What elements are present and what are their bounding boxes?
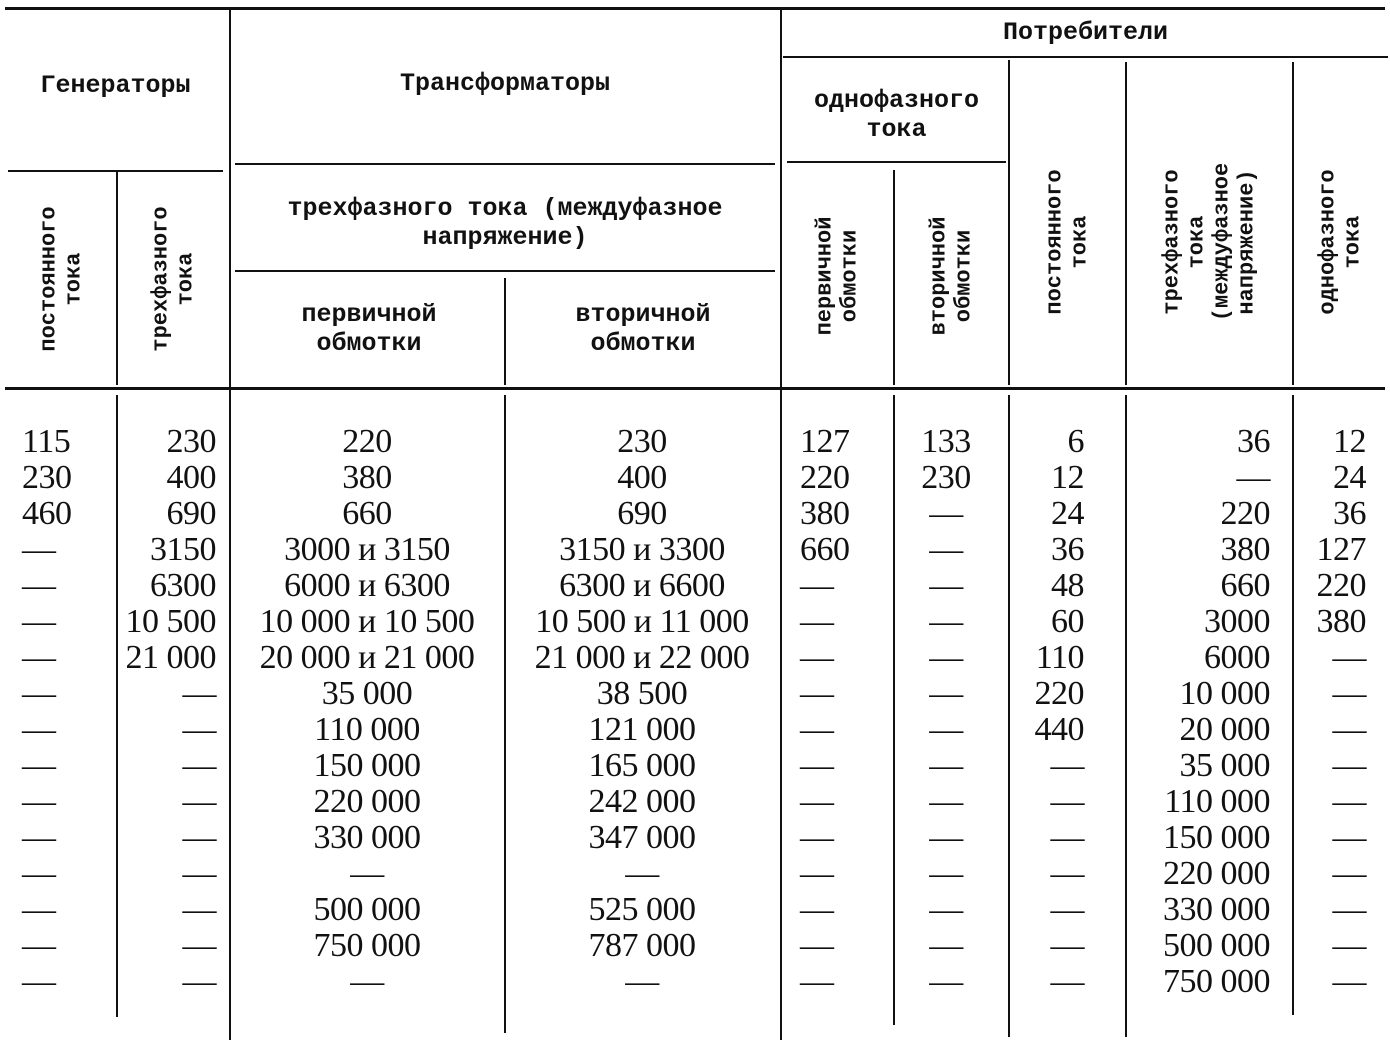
cell-gen-ac3-1: 400 <box>166 459 216 496</box>
cell-tr1-secondary-4: — <box>929 567 963 604</box>
cell-cons-dc-4: 48 <box>1051 567 1084 604</box>
cell-tr3-secondary-14: 787 000 <box>588 927 696 964</box>
cell-gen-dc-2: 460 <box>22 495 72 532</box>
header-tr1-secondary-text: вторичной обмотки <box>926 216 977 335</box>
header-consumers: Потребители <box>1002 17 1169 47</box>
header-tr1-primary-text: первичной обмотки <box>812 216 863 335</box>
cell-tr1-secondary-0: 133 <box>921 423 971 460</box>
cell-tr3-primary-1: 380 <box>342 459 392 496</box>
header-tr3-secondary: вторичной обмотки <box>575 300 711 358</box>
cell-tr3-secondary-4: 6300 и 6600 <box>559 567 725 604</box>
cell-cons-dc-14: — <box>1050 927 1084 964</box>
cell-gen-dc-7: — <box>22 675 56 712</box>
rule-header-bottom <box>5 387 1385 390</box>
cell-tr1-primary-0: 127 <box>800 423 850 460</box>
cell-tr3-primary-9: 150 000 <box>313 747 421 784</box>
cell-tr3-primary-15: — <box>350 963 384 1000</box>
cell-tr3-secondary-8: 121 000 <box>588 711 696 748</box>
cell-gen-dc-13: — <box>22 891 56 928</box>
header-three-phase-interphase: трехфазного тока (междуфазное напряжение) <box>287 194 723 252</box>
cell-gen-ac3-10: — <box>182 783 216 820</box>
cell-tr3-secondary-9: 165 000 <box>588 747 696 784</box>
cell-cons-ac1-7: — <box>1332 675 1366 712</box>
header-gen-dc <box>8 176 115 381</box>
cell-tr1-secondary-7: — <box>929 675 963 712</box>
header-tr3-primary: первичной обмотки <box>301 300 437 358</box>
cell-tr3-primary-10: 220 000 <box>313 783 421 820</box>
cell-tr3-secondary-5: 10 500 и 11 000 <box>535 603 749 640</box>
vrule-7 <box>1125 62 1127 385</box>
cell-tr3-secondary-0: 230 <box>617 423 667 460</box>
cell-tr3-secondary-3: 3150 и 3300 <box>559 531 725 568</box>
cell-cons-ac1-14: — <box>1332 927 1366 964</box>
cell-cons-ac3-13: 330 000 <box>1163 891 1270 928</box>
cell-tr1-primary-11: — <box>800 819 834 856</box>
cell-gen-ac3-6: 21 000 <box>125 639 216 676</box>
rule-single-phase-under <box>787 161 1006 163</box>
header-cons-ac3 <box>1128 100 1291 383</box>
cell-gen-dc-3: — <box>22 531 56 568</box>
vrule-4 <box>780 10 782 1040</box>
cell-cons-ac1-0: 12 <box>1333 423 1366 460</box>
cell-tr1-primary-5: — <box>800 603 834 640</box>
cell-cons-ac1-8: — <box>1332 711 1366 748</box>
cell-tr1-primary-13: — <box>800 891 834 928</box>
header-cons-ac1-text: однофазного тока <box>1316 168 1367 315</box>
header-transformers: Трансформаторы <box>399 68 611 98</box>
cell-cons-ac3-4: 660 <box>1220 567 1270 604</box>
cell-tr1-primary-10: — <box>800 783 834 820</box>
cell-gen-dc-9: — <box>22 747 56 784</box>
col-tr1-secondary <box>896 424 996 1000</box>
rule-transformers-under <box>235 163 775 165</box>
cell-cons-ac3-8: 20 000 <box>1179 711 1270 748</box>
rule-three-phase-under <box>235 270 775 272</box>
cell-cons-dc-15: — <box>1050 963 1084 1000</box>
header-cons-ac3-text: трехфазного тока (междуфазное напряжение) <box>1159 162 1260 321</box>
cell-cons-dc-13: — <box>1050 891 1084 928</box>
cell-gen-ac3-14: — <box>182 927 216 964</box>
header-cons-dc <box>1011 100 1124 383</box>
cell-tr1-primary-15: — <box>800 963 834 1000</box>
cell-cons-ac3-2: 220 <box>1220 495 1270 532</box>
cell-cons-dc-3: 36 <box>1051 531 1084 568</box>
cell-gen-ac3-13: — <box>182 891 216 928</box>
cell-cons-dc-0: 6 <box>1067 423 1084 460</box>
vrule-5 <box>893 170 895 385</box>
cell-gen-dc-6: — <box>22 639 56 676</box>
header-gen-ac3-text: трехфазного тока <box>148 205 199 352</box>
cell-gen-dc-5: — <box>22 603 56 640</box>
cell-cons-dc-8: 440 <box>1034 711 1084 748</box>
cell-tr1-primary-4: — <box>800 567 834 604</box>
cell-tr3-secondary-13: 525 000 <box>588 891 696 928</box>
cell-cons-ac3-0: 36 <box>1237 423 1270 460</box>
cell-tr3-primary-12: — <box>350 855 384 892</box>
cell-cons-ac1-4: 220 <box>1316 567 1366 604</box>
cell-tr1-primary-1: 220 <box>800 459 850 496</box>
cell-cons-ac1-9: — <box>1332 747 1366 784</box>
cell-tr1-secondary-2: — <box>929 495 963 532</box>
header-tr1-secondary <box>896 168 1007 383</box>
cell-cons-dc-2: 24 <box>1051 495 1084 532</box>
cell-gen-ac3-8: — <box>182 711 216 748</box>
cell-cons-ac1-6: — <box>1332 639 1366 676</box>
cell-gen-dc-8: — <box>22 711 56 748</box>
vrule-7b <box>1125 395 1127 1037</box>
cell-gen-ac3-7: — <box>182 675 216 712</box>
cell-tr3-primary-3: 3000 и 3150 <box>284 531 450 568</box>
cell-tr1-primary-3: 660 <box>800 531 850 568</box>
cell-tr1-secondary-14: — <box>929 927 963 964</box>
cell-gen-ac3-0: 230 <box>166 423 216 460</box>
cell-cons-ac1-3: 127 <box>1316 531 1366 568</box>
cell-gen-ac3-12: — <box>182 855 216 892</box>
cell-cons-ac1-5: 380 <box>1316 603 1366 640</box>
cell-cons-ac1-2: 36 <box>1333 495 1366 532</box>
cell-tr3-secondary-7: 38 500 <box>596 675 688 712</box>
vrule-3 <box>504 278 506 385</box>
cell-cons-ac3-6: 6000 <box>1204 639 1270 676</box>
cell-tr1-primary-8: — <box>800 711 834 748</box>
cell-tr1-secondary-6: — <box>929 639 963 676</box>
cell-gen-ac3-15: — <box>182 963 216 1000</box>
cell-cons-dc-6: 110 <box>1035 639 1084 676</box>
vrule-8 <box>1292 62 1294 385</box>
cell-tr3-primary-5: 10 000 и 10 500 <box>259 603 475 640</box>
cell-gen-dc-15: — <box>22 963 56 1000</box>
cell-tr3-primary-7: 35 000 <box>321 675 413 712</box>
cell-cons-ac3-9: 35 000 <box>1179 747 1270 784</box>
cell-gen-ac3-2: 690 <box>166 495 216 532</box>
cell-cons-dc-9: — <box>1050 747 1084 784</box>
cell-cons-dc-12: — <box>1050 855 1084 892</box>
cell-tr3-primary-13: 500 000 <box>313 891 421 928</box>
cell-gen-dc-0: 115 <box>22 423 71 460</box>
col-cons-dc <box>1012 424 1084 1000</box>
cell-tr3-secondary-2: 690 <box>617 495 667 532</box>
cell-cons-ac1-15: — <box>1332 963 1366 1000</box>
cell-tr1-primary-9: — <box>800 747 834 784</box>
cell-cons-dc-5: 60 <box>1051 603 1084 640</box>
cell-tr3-primary-2: 660 <box>342 495 392 532</box>
cell-cons-dc-10: — <box>1050 783 1084 820</box>
cell-tr1-secondary-3: — <box>929 531 963 568</box>
cell-gen-dc-10: — <box>22 783 56 820</box>
cell-tr1-secondary-8: — <box>929 711 963 748</box>
vrule-1 <box>116 172 118 385</box>
cell-cons-ac3-5: 3000 <box>1204 603 1270 640</box>
cell-tr1-primary-6: — <box>800 639 834 676</box>
cell-cons-ac3-15: 750 000 <box>1163 963 1270 1000</box>
header-tr1-primary <box>783 168 892 383</box>
col-cons-ac3 <box>1128 424 1270 1000</box>
cell-gen-ac3-4: 6300 <box>150 567 216 604</box>
cell-gen-ac3-3: 3150 <box>150 531 216 568</box>
cell-cons-ac3-11: 150 000 <box>1163 819 1270 856</box>
vrule-3b <box>504 395 506 1033</box>
cell-gen-ac3-9: — <box>182 747 216 784</box>
cell-tr1-secondary-9: — <box>929 747 963 784</box>
cell-gen-dc-11: — <box>22 819 56 856</box>
cell-tr3-secondary-6: 21 000 и 22 000 <box>534 639 750 676</box>
col-gen-ac3 <box>118 424 216 1000</box>
header-gen-ac3 <box>119 176 228 381</box>
cell-tr3-primary-0: 220 <box>342 423 392 460</box>
cell-cons-ac3-3: 380 <box>1220 531 1270 568</box>
cell-cons-dc-1: 12 <box>1051 459 1084 496</box>
cell-cons-ac1-12: — <box>1332 855 1366 892</box>
cell-tr3-secondary-12: — <box>625 855 659 892</box>
vrule-6b <box>1008 395 1010 1037</box>
cell-tr1-secondary-15: — <box>929 963 963 1000</box>
cell-gen-dc-1: 230 <box>22 459 72 496</box>
cell-tr1-secondary-12: — <box>929 855 963 892</box>
header-gen-dc-text: постоянного тока <box>36 205 87 352</box>
col-tr3-primary <box>232 424 502 1000</box>
vrule-6 <box>1008 60 1010 385</box>
rule-consumers-under <box>783 56 1388 58</box>
cell-tr1-secondary-5: — <box>929 603 963 640</box>
cell-tr1-secondary-11: — <box>929 819 963 856</box>
cell-cons-ac3-12: 220 000 <box>1163 855 1270 892</box>
cell-cons-dc-7: 220 <box>1034 675 1084 712</box>
cell-gen-dc-12: — <box>22 855 56 892</box>
cell-gen-dc-4: — <box>22 567 56 604</box>
header-cons-ac1 <box>1295 100 1387 383</box>
cell-tr1-secondary-13: — <box>929 891 963 928</box>
cell-cons-dc-11: — <box>1050 819 1084 856</box>
cell-gen-ac3-11: — <box>182 819 216 856</box>
cell-tr3-secondary-1: 400 <box>617 459 667 496</box>
cell-tr3-secondary-15: — <box>625 963 659 1000</box>
cell-tr1-primary-7: — <box>800 675 834 712</box>
cell-tr1-secondary-1: 230 <box>921 459 971 496</box>
cell-cons-ac1-10: — <box>1332 783 1366 820</box>
col-tr1-primary <box>800 424 890 1000</box>
col-gen-dc <box>22 424 112 1000</box>
col-tr3-secondary <box>507 424 777 1000</box>
header-cons-dc-text: постоянного тока <box>1042 168 1093 315</box>
cell-cons-ac3-14: 500 000 <box>1163 927 1270 964</box>
cell-cons-ac3-1: — <box>1236 459 1270 496</box>
cell-tr3-primary-4: 6000 и 6300 <box>284 567 450 604</box>
header-single-phase: однофазного тока <box>813 86 980 144</box>
vrule-2 <box>229 10 231 1040</box>
rule-top <box>5 7 1385 10</box>
cell-gen-ac3-5: 10 500 <box>125 603 216 640</box>
cell-tr1-primary-14: — <box>800 927 834 964</box>
cell-tr3-primary-6: 20 000 и 21 000 <box>259 639 475 676</box>
cell-gen-dc-14: — <box>22 927 56 964</box>
cell-tr3-secondary-11: 347 000 <box>588 819 696 856</box>
cell-cons-ac3-10: 110 000 <box>1164 783 1270 820</box>
cell-tr3-primary-14: 750 000 <box>313 927 421 964</box>
cell-cons-ac1-1: 24 <box>1333 459 1366 496</box>
header-generators: Генераторы <box>40 70 191 100</box>
col-cons-ac1 <box>1294 424 1366 1000</box>
cell-tr1-secondary-10: — <box>929 783 963 820</box>
cell-tr3-primary-8: 110 000 <box>314 711 420 748</box>
cell-tr3-secondary-10: 242 000 <box>588 783 696 820</box>
vrule-5b <box>893 395 895 1025</box>
cell-cons-ac1-13: — <box>1332 891 1366 928</box>
cell-tr1-primary-12: — <box>800 855 834 892</box>
cell-cons-ac1-11: — <box>1332 819 1366 856</box>
cell-cons-ac3-7: 10 000 <box>1179 675 1270 712</box>
cell-tr3-primary-11: 330 000 <box>313 819 421 856</box>
cell-tr1-primary-2: 380 <box>800 495 850 532</box>
